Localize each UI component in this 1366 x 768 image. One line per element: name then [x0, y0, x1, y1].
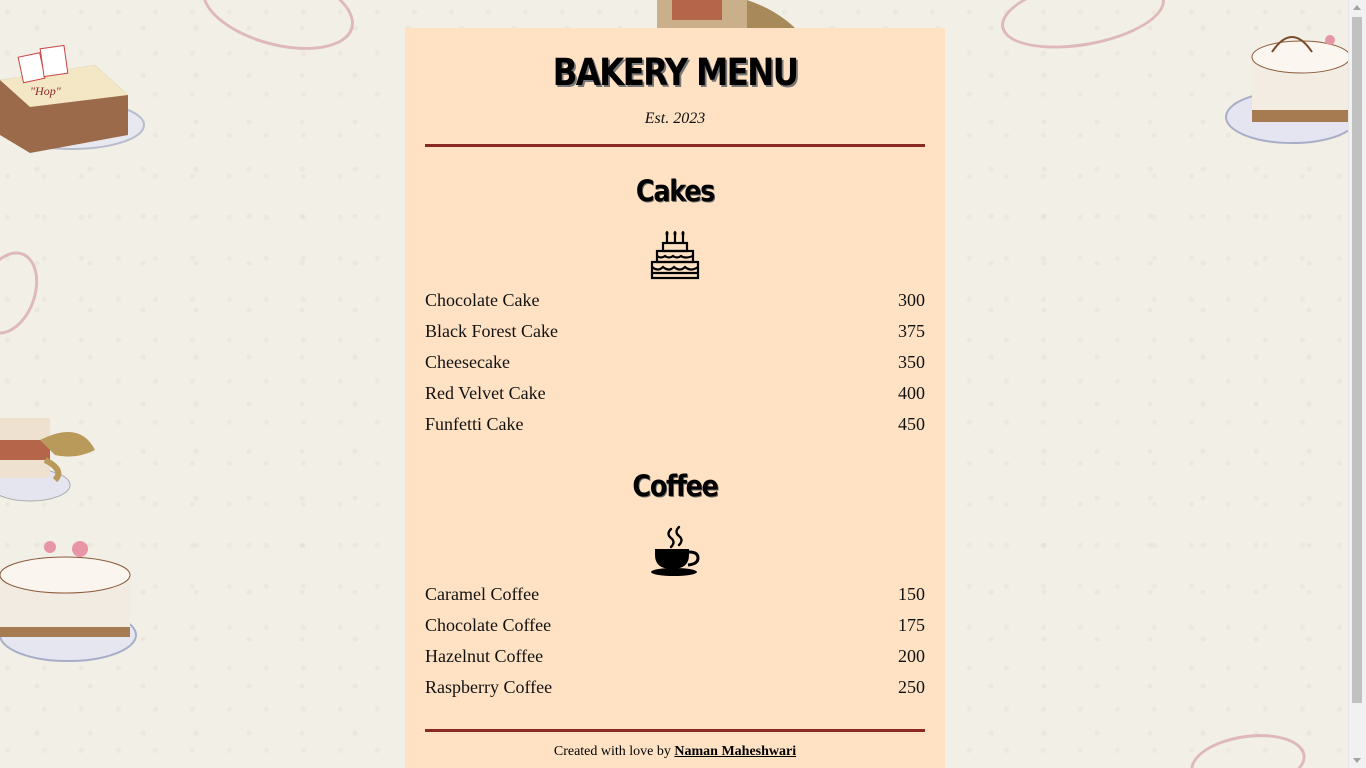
- scroll-down-arrow-icon[interactable]: [1353, 758, 1361, 763]
- menu-item: [425, 316, 925, 347]
- ribbon-decoration: [996, 0, 1171, 60]
- item-price: 175: [898, 615, 925, 635]
- item-price: 300: [898, 290, 925, 310]
- item-price: 200: [898, 646, 925, 666]
- round-cake-illustration: [1222, 22, 1350, 147]
- coffee-cup-icon: [649, 525, 701, 577]
- footer-credit-text: Created with love by: [553, 744, 671, 759]
- item-name: Chocolate Coffee: [425, 615, 552, 635]
- item-price: 450: [898, 414, 925, 434]
- item-name: Chocolate Cake: [425, 290, 540, 310]
- item-price: 350: [898, 352, 925, 372]
- menu-card: [405, 28, 945, 768]
- birthday-cake-icon: [649, 231, 701, 283]
- menu-item: [425, 347, 925, 378]
- svg-text:"Hop": "Hop": [30, 84, 61, 98]
- section-title-cakes: Cakes: [635, 174, 715, 208]
- item-name: Caramel Coffee: [425, 584, 540, 604]
- header-divider: [425, 144, 925, 147]
- coffee-item-list: [425, 579, 925, 703]
- ribbon-decoration: [193, 0, 363, 65]
- footer-divider: [425, 729, 925, 732]
- item-name: Hazelnut Coffee: [425, 646, 544, 666]
- section-coffee: [425, 469, 925, 703]
- section-cakes: [425, 174, 925, 440]
- item-price: 375: [898, 321, 925, 341]
- item-price: 250: [898, 677, 925, 697]
- cakes-item-list: [425, 285, 925, 440]
- menu-item: [425, 409, 925, 440]
- item-price: 400: [898, 383, 925, 403]
- item-name: Red Velvet Cake: [425, 383, 546, 403]
- scrollbar-thumb[interactable]: [1352, 17, 1362, 703]
- scroll-up-arrow-icon[interactable]: [1353, 5, 1361, 10]
- decorated-cake-illustration: [0, 535, 140, 665]
- item-name: Raspberry Coffee: [425, 677, 553, 697]
- footer: [425, 744, 925, 760]
- menu-item: [425, 610, 925, 641]
- item-name: Cheesecake: [425, 352, 510, 372]
- gift-cake-illustration: [0, 390, 100, 510]
- cake-slice-illustration: [0, 25, 150, 155]
- established-label: Est. 2023: [644, 110, 706, 127]
- menu-title: BAKERY MENU: [552, 51, 798, 94]
- menu-item: [425, 378, 925, 409]
- vertical-scrollbar[interactable]: [1348, 0, 1366, 768]
- item-price: 150: [898, 584, 925, 604]
- ribbon-decoration: [1187, 727, 1310, 768]
- item-name: Black Forest Cake: [425, 321, 558, 341]
- item-name: Funfetti Cake: [425, 414, 524, 434]
- menu-item: [425, 672, 925, 703]
- cake-top-illustration: [652, 0, 802, 30]
- menu-item: [425, 641, 925, 672]
- ribbon-decoration: [0, 243, 49, 343]
- menu-item: [425, 285, 925, 316]
- menu-item: [425, 579, 925, 610]
- section-title-coffee: Coffee: [632, 469, 718, 503]
- author-link[interactable]: Naman Maheshwari: [674, 744, 797, 759]
